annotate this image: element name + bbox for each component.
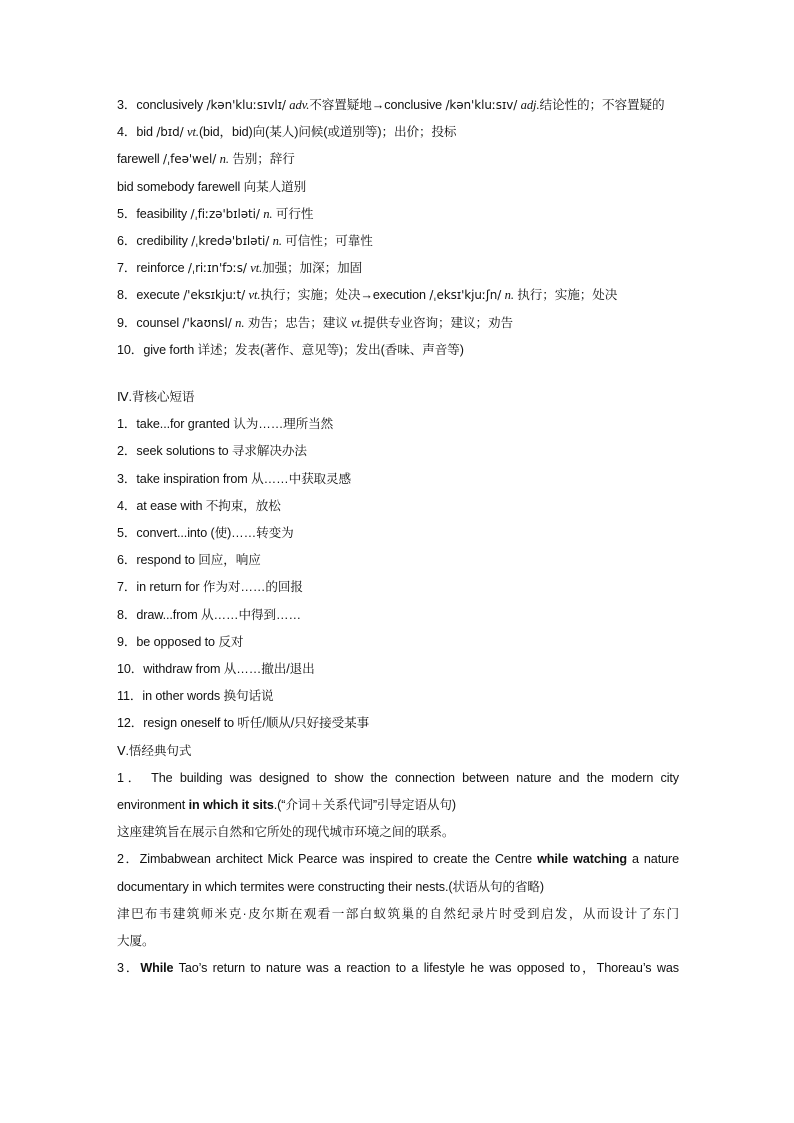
entry-number: 5． — [117, 206, 137, 221]
entry-phonetic: /ˌkredə'bɪləti/ — [191, 234, 270, 249]
phrase-item: 7．in return for 作为对……的回报 — [117, 580, 303, 595]
vocab-entry-10 — [117, 337, 679, 364]
entry-phonetic: /ˌfiːzə'bɪləti/ — [190, 206, 260, 221]
vocab-entry-5 — [117, 201, 679, 228]
sentence-highlight: While — [140, 961, 174, 976]
entry-number: 9． — [117, 315, 137, 330]
vocab-entry-8 — [117, 282, 679, 309]
entry-pos-2: adj. — [520, 98, 540, 112]
entry-number: 3． — [117, 98, 137, 112]
entry-pos: vt. — [187, 125, 199, 140]
entry-pos: n. — [235, 315, 245, 330]
phrase-item: 3．take inspiration from 从……中获取灵感 — [117, 471, 352, 486]
entry-word: credibility — [136, 234, 188, 249]
phrase-item: 11．in other words 换句话说 — [117, 689, 274, 704]
entry-pos: vt. — [248, 288, 261, 303]
sentence-note: .(“介词＋关系代词”引导定语从句) — [273, 798, 456, 813]
section-heading-sentences: Ⅴ.悟经典句式 — [117, 743, 192, 758]
entry-pos: vt. — [250, 261, 263, 276]
entry-meaning: 可信性；可靠性 — [285, 234, 373, 249]
entry-phonetic: /'eksɪkjuːt/ — [183, 288, 246, 303]
sentence-highlight: while watching — [537, 852, 627, 867]
entry-phonetic: /kən'kluːsɪvlɪ/ — [206, 98, 286, 112]
vocab-entry-3 — [117, 92, 679, 119]
entry-meaning: 执行；实施；处决→execution — [260, 288, 430, 303]
sentence-1-line-1: 1． The building was designed to show the connection between nature and the modern city — [117, 770, 679, 785]
entry-pos: n. — [272, 234, 282, 249]
sentence-highlight: in which it sits — [188, 798, 274, 813]
entry-pos-2: n. — [504, 288, 514, 303]
entry-pos: adv. — [289, 98, 310, 112]
sentence-text: a nature — [626, 852, 680, 867]
sentence-text: 2．Zimbabwean architect Mick Pearce was inspired to create the Centre — [117, 852, 538, 867]
vocab-entry-farewell — [117, 146, 679, 173]
entry-meaning: 向某人道别 — [243, 179, 307, 194]
entry-meaning-2: 结论性的；不容置疑的 — [539, 98, 665, 112]
section-spacer — [117, 364, 679, 384]
entry-word: conclusively — [136, 98, 204, 112]
entry-word: feasibility — [136, 206, 188, 221]
entry-pos: n. — [263, 206, 273, 221]
phrase-item: 10．withdraw from 从……撤出/退出 — [117, 662, 315, 677]
vocab-entry-6 — [117, 228, 679, 255]
sentence-2-translation-line-1: 津巴布韦建筑师米克·皮尔斯在观看一部白蚁筑巢的自然纪录片时受到启发，从而设计了东门 — [117, 906, 679, 921]
entry-phonetic-2: /kən'kluːsɪv/ — [445, 98, 518, 112]
phrase-item: 12．resign oneself to 听任/顺从/只好接受某事 — [117, 716, 370, 731]
entry-meaning: 可行性 — [275, 206, 314, 221]
sentence-1-translation: 这座建筑旨在展示自然和它所处的现代城市环境之间的联系。 — [117, 825, 455, 840]
entry-meaning: 劝告；忠告；建议 — [247, 315, 352, 330]
entry-phonetic: /'kaʊnsl/ — [182, 315, 232, 330]
vocab-entry-4 — [117, 119, 679, 146]
entry-word: give forth — [143, 342, 195, 357]
entry-word: bid somebody farewell — [117, 179, 241, 194]
entry-word: counsel — [136, 315, 180, 330]
entry-pos: n. — [219, 152, 229, 167]
sentence-1-line-2 — [117, 792, 679, 819]
entry-phonetic: /bɪd/ — [156, 125, 184, 140]
sentence-2-line-2: documentary in which termites were constructing their nests.(状语从句的省略) — [117, 879, 545, 894]
entry-meaning-2: 执行；实施；处决 — [517, 288, 618, 303]
phrase-item: 5．convert...into (使)……转变为 — [117, 526, 294, 541]
entry-phonetic-2: /ˌeksɪ'kjuːʃn/ — [429, 288, 502, 303]
entry-phonetic: /ˌriːɪn'fɔːs/ — [187, 261, 247, 276]
sentence-text: Tao’s return to nature was a reaction to a lifestyle he was opposed to，Thoreau’s was — [173, 961, 679, 976]
entry-phonetic: /ˌfeə'wel/ — [163, 152, 217, 167]
phrase-item: 2．seek solutions to 寻求解决办法 — [117, 444, 307, 459]
entry-meaning: 告别；辞行 — [232, 152, 295, 167]
document-page — [117, 92, 679, 983]
entry-number: 6． — [117, 234, 137, 249]
phrase-item: 9．be opposed to 反对 — [117, 634, 244, 649]
entry-number: 4． — [117, 125, 137, 140]
vocab-entry-7 — [117, 255, 679, 282]
sentence-number: 3． — [117, 961, 141, 976]
entry-number: 7． — [117, 261, 137, 276]
phrase-item: 6．respond to 回应，响应 — [117, 553, 261, 568]
section-heading-phrases: Ⅳ.背核心短语 — [117, 390, 195, 405]
entry-word: execute — [136, 288, 180, 303]
entry-meaning-2: 提供专业咨询；建议；劝告 — [363, 315, 514, 330]
entry-word: reinforce — [136, 261, 185, 276]
entry-pos-2: vt. — [351, 315, 364, 330]
sentence-3-line-1 — [117, 955, 679, 982]
entry-number: 10． — [117, 342, 144, 357]
entry-meaning: 详述；发表(著作、意见等)；发出(香味、声音等) — [197, 342, 464, 357]
phrase-item: 8．draw...from 从……中得到…… — [117, 607, 301, 622]
sentence-text: environment — [117, 798, 189, 813]
vocab-entry-bid-farewell — [117, 174, 679, 201]
entry-word: bid — [136, 125, 153, 140]
entry-word: farewell — [117, 152, 160, 167]
vocab-entry-9 — [117, 310, 679, 337]
phrase-item: 4．at ease with 不拘束，放松 — [117, 498, 281, 513]
sentence-2-translation-line-2: 大厦。 — [117, 934, 155, 949]
entry-number: 8． — [117, 288, 137, 303]
sentence-2-line-1 — [117, 846, 679, 873]
entry-meaning: 加强；加深；加固 — [262, 261, 363, 276]
entry-meaning: (bid，bid)向(某人)问候(或道别等)；出价；投标 — [198, 125, 457, 140]
entry-meaning: 不容置疑地→conclusive — [309, 98, 446, 112]
phrase-item: 1．take...for granted 认为……理所当然 — [117, 417, 334, 432]
